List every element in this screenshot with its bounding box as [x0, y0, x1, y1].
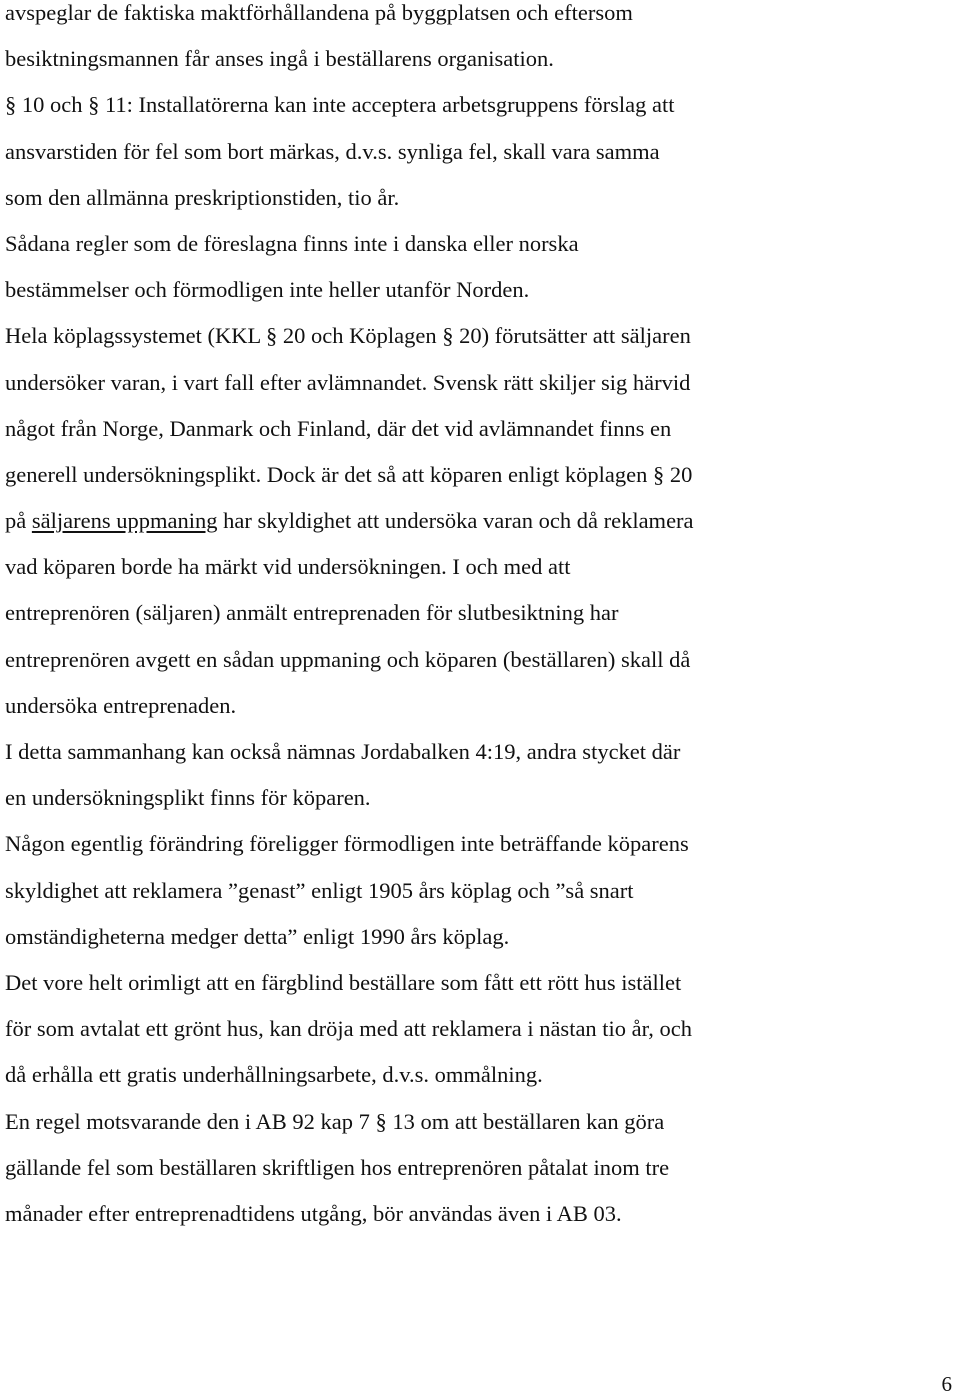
text-line: månader efter entreprenadtidens utgång, bör användas även i AB 03. — [5, 1200, 622, 1226]
text-line: som den allmänna preskriptionstiden, tio år. — [5, 184, 400, 210]
text-line: entreprenören (säljaren) anmält entreprenaden för slutbesiktning har — [5, 600, 619, 626]
text-line: något från Norge, Danmark och Finland, där det vid avlämnandet finns en — [5, 415, 672, 441]
text-line: då erhålla ett gratis underhållningsarbete, d.v.s. ommålning. — [5, 1062, 543, 1088]
text-line: bestämmelser och förmodligen inte heller utanför Norden. — [5, 277, 530, 303]
text-segment: har skyldighet att undersöka varan och då reklamera — [217, 508, 694, 534]
text-line: vad köparen borde ha märkt vid undersökningen. I och med att — [5, 554, 571, 580]
underlined-phrase: säljarens uppmaning — [31, 508, 218, 534]
text-line-with-underline — [5, 498, 950, 544]
document-body — [5, 0, 950, 1237]
text-line: gällande fel som beställaren skriftligen hos entreprenören påtalat inom tre — [5, 1154, 670, 1180]
text-line: I detta sammanhang kan också nämnas Jordabalken 4:19, andra stycket där — [5, 739, 681, 764]
text-line: Hela köplagssystemet (KKL § 20 och Köplagen § 20) förutsätter att säljaren — [5, 323, 691, 349]
text-line: Någon egentlig förändring föreligger förmodligen inte beträffande köparens — [5, 831, 689, 857]
text-line: för som avtalat ett grönt hus, kan dröja med att reklamera i nästan tio år, och — [5, 1016, 692, 1042]
text-line: avspeglar de faktiska maktförhållandena på byggplatsen och eftersom — [5, 0, 633, 25]
text-line: undersöker varan, i vart fall efter avlämnandet. Svensk rätt skiljer sig härvid — [5, 369, 691, 395]
text-line: En regel motsvarande den i AB 92 kap 7 § 13 om att beställaren kan göra — [5, 1108, 665, 1134]
text-line: entreprenören avgett en sådan uppmaning och köparen (beställaren) skall då — [5, 646, 691, 672]
text-line: Sådana regler som de föreslagna finns inte i danska eller norska — [5, 230, 579, 256]
text-line: § 10 och § 11: Installatörerna kan inte acceptera arbetsgruppens förslag att — [5, 92, 675, 118]
text-line: ansvarstiden för fel som bort märkas, d.v.s. synliga fel, skall vara samma — [5, 138, 660, 164]
text-line: skyldighet att reklamera ”genast” enligt 1905 års köplag och ”så snart — [5, 877, 634, 903]
page-number: 6 — [941, 1372, 952, 1396]
text-line: generell undersökningsplikt. Dock är det så att köparen enligt köplagen § 20 — [5, 461, 693, 487]
text-line: besiktningsmannen får anses ingå i beställarens organisation. — [5, 46, 554, 72]
text-segment: på — [5, 508, 32, 534]
text-line: Det vore helt orimligt att en färgblind beställare som fått ett rött hus istället — [5, 969, 682, 995]
text-line: omständigheterna medger detta” enligt 1990 års köplag. — [5, 923, 510, 949]
text-line: undersöka entreprenaden. — [5, 692, 237, 718]
text-line: en undersökningsplikt finns för köparen. — [5, 785, 371, 811]
